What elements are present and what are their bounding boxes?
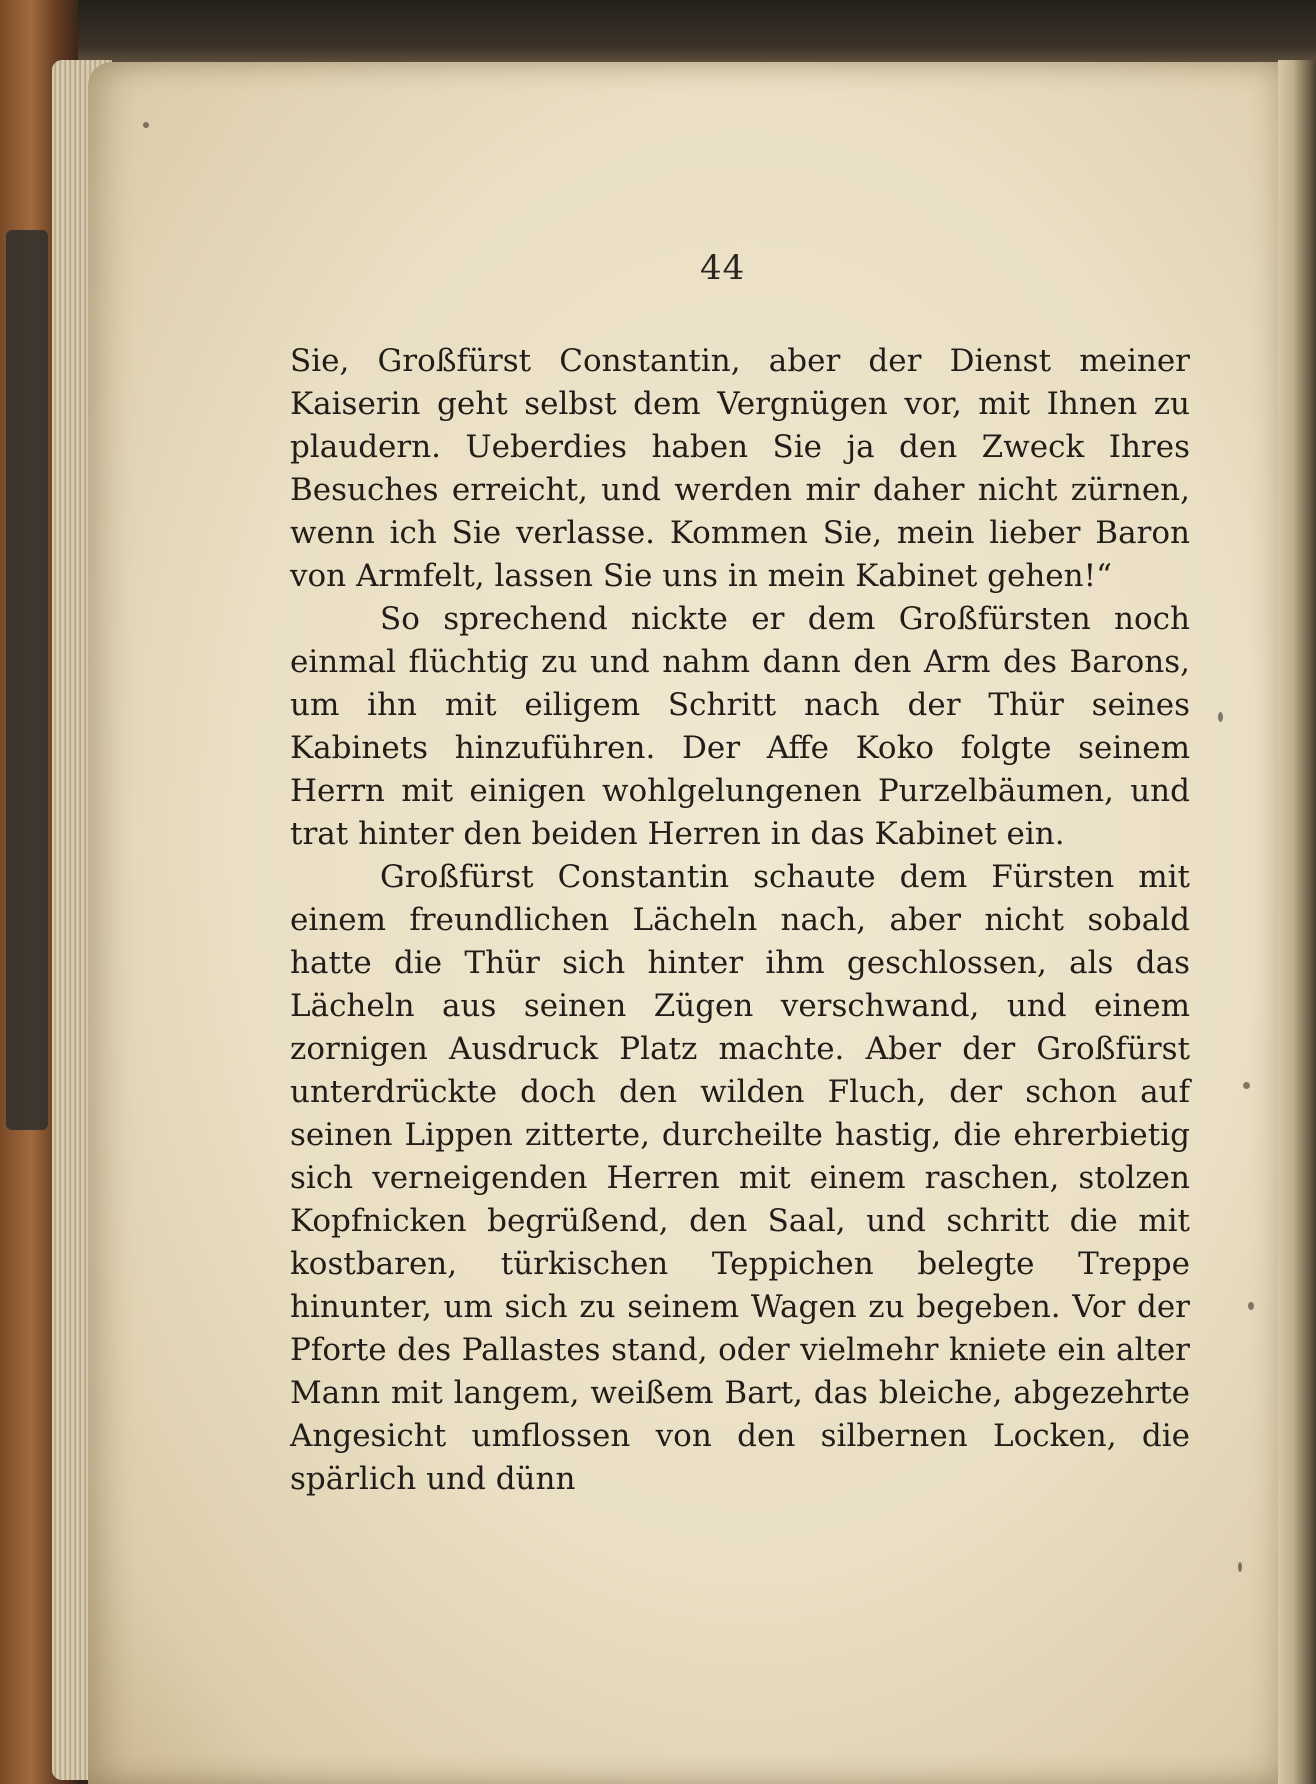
page-number: 44 [700,248,746,288]
paper-speck [143,122,149,128]
paper-speck [1238,1562,1242,1572]
top-binding [0,0,1316,70]
paper-speck [1243,1082,1250,1089]
paper-speck [1248,1302,1254,1310]
paragraph: Sie, Großfürst Constantin, aber der Dienst meiner Kaiserin geht selbst dem Vergnügen vor, mit Ihnen zu plaudern. Ueberdies haben Sie ja den Zweck Ihres Besuches erreicht, und werden mir daher nicht zürnen, wenn ich Sie verlasse. Kommen Sie, mein lieber Baron von Armfelt, lassen Sie uns in mein Kabinet gehen!“ [290,343,1190,594]
paragraph: Großfürst Constantin schaute dem Fürsten mit einem freundlichen Lächeln nach, aber nicht sobald hatte die Thür sich hinter ihm geschlossen, als das Lächeln aus seinen Zügen verschwand, und einem zornigen Ausdruck Platz machte. Aber der Großfürst unterdrückte doch den wilden Fluch, der schon auf seinen Lippen zitterte, durcheilte hastig, die ehrerbietig sich verneigenden Herren mit einem raschen, stolzen Kopfnicken begrüßend, den Saal, und schritt die mit kostbaren, türkischen Teppichen belegte Treppe hinunter, um sich zu seinem Wagen zu begeben. Vor der Pforte des Pallastes stand, oder vielmehr kniete ein alter Mann mit langem, weißem Bart, das bleiche, abgezehrte Angesicht umflossen von den silbernen Locken, die spärlich und dünn [290,859,1190,1497]
body-text [290,340,1190,1501]
paper-speck [1218,712,1223,722]
right-page-edge [1278,60,1316,1784]
paragraph: So sprechend nickte er dem Großfürsten noch einmal flüchtig zu und nahm dann den Arm des Barons, um ihn mit eiligem Schritt nach der Thür seines Kabinets hinzuführen. Der Affe Koko folgte seinem Herrn mit einigen wohlgelungenen Purzelbäumen, und trat hinter den beiden Herren in das Kabinet ein. [290,601,1190,852]
cover-label [6,230,48,1130]
